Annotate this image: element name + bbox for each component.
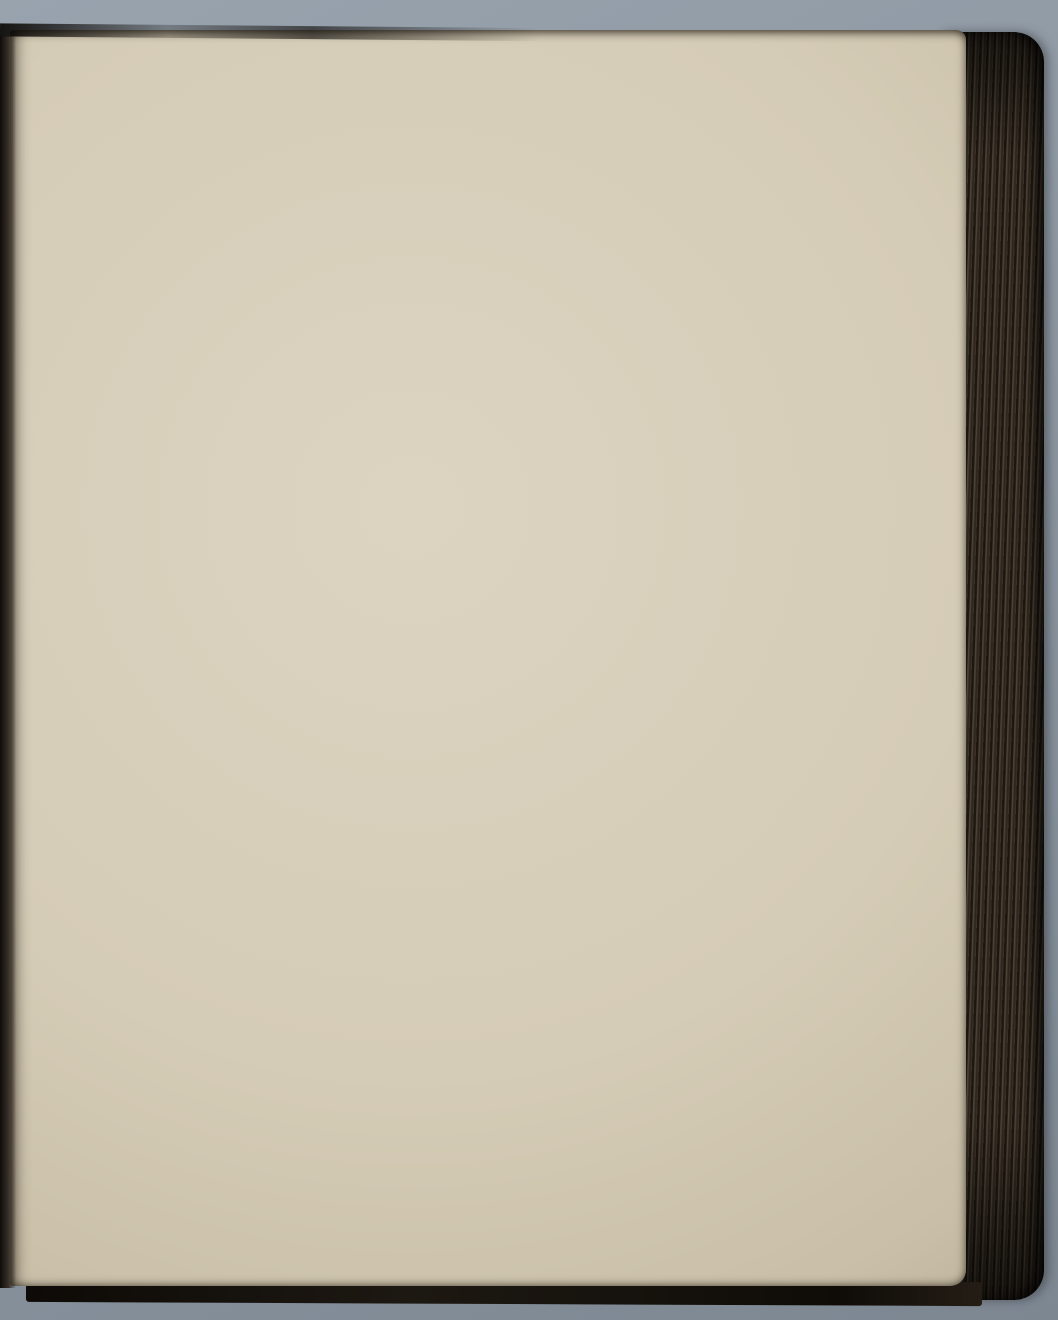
book-page [10,30,966,1286]
gutter-shadow [0,36,16,1288]
